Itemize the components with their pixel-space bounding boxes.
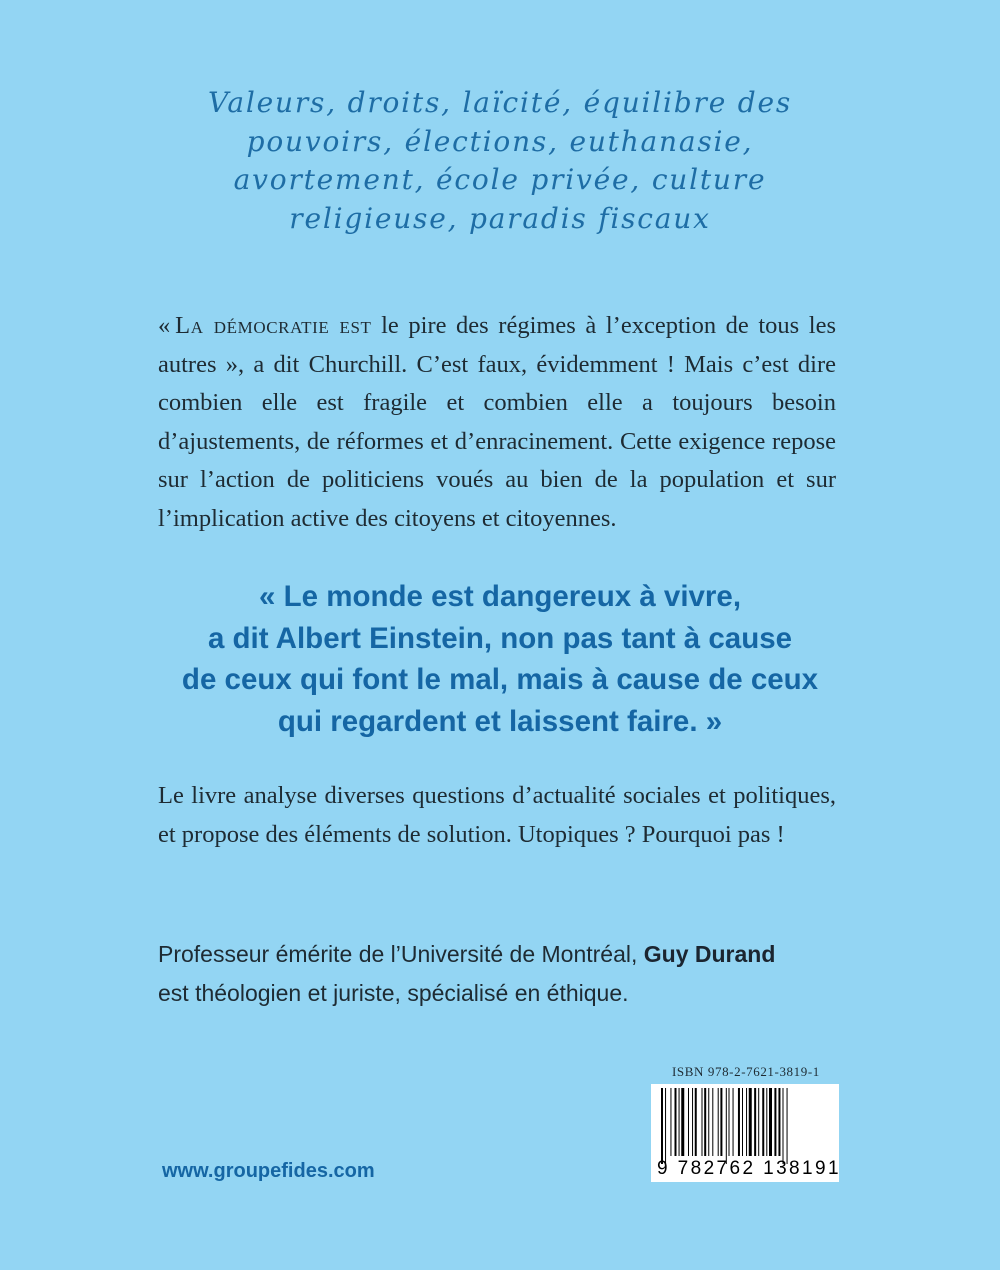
tagline <box>170 84 830 238</box>
barcode-bar <box>787 1088 788 1164</box>
barcode-bar <box>758 1088 759 1156</box>
barcode-bar <box>704 1088 706 1156</box>
barcode-bar <box>718 1088 719 1156</box>
barcode-bar <box>688 1088 689 1156</box>
barcode-bar <box>681 1088 684 1156</box>
bio-line-1 <box>158 935 848 974</box>
tagline-line: religieuse, paradis fiscaux <box>289 201 711 235</box>
barcode-bar <box>695 1088 697 1156</box>
pull-quote-line: qui regardent et laissent faire. » <box>277 704 723 738</box>
barcode-bar <box>720 1088 722 1156</box>
intro-paragraph <box>158 307 836 539</box>
pull-quote-line: a dit Albert Einstein, non pas tant à cause <box>207 621 793 655</box>
barcode-bar <box>665 1088 666 1164</box>
barcode-bar <box>679 1088 680 1156</box>
barcode-bar <box>783 1088 784 1164</box>
pull-quote <box>120 576 880 742</box>
barcode-bar <box>754 1088 756 1156</box>
barcode-digits: 9 782762 138191 <box>657 1158 841 1179</box>
tagline-line: pouvoirs, élections, euthanasie, <box>246 124 754 158</box>
intro-text: le pire des régimes à l’exception de tous les autres », a dit Churchill. C’est faux, évidemment ! Mais c’est dire combien elle est fragile et combien elle a toujours besoin d’ajustements, de réformes et d’enracinement. Cette exigence repose sur l’action de politiciens voués au bien de la population et sur l’implication active des citoyens et citoyennes. <box>158 312 836 532</box>
author-bio <box>158 935 848 1012</box>
pull-quote-line: « Le monde est dangereux à vivre, <box>258 580 742 613</box>
barcode-bar <box>702 1088 703 1156</box>
bio-line-2: est théologien et juriste, spécialisé en éthique. <box>158 979 629 1006</box>
barcode-bar <box>769 1088 772 1156</box>
barcode-bar <box>726 1088 727 1164</box>
intro-open-quote: « <box>158 312 171 339</box>
barcode-bar <box>742 1088 743 1156</box>
barcode-bar <box>708 1088 709 1156</box>
tagline-line: Valeurs, droits, laïcité, équilibre des <box>207 86 793 119</box>
barcode-bar <box>729 1088 730 1156</box>
barcode-bar <box>774 1088 776 1156</box>
barcode-bar <box>733 1088 734 1156</box>
barcode <box>651 1084 839 1182</box>
barcode-bar <box>778 1088 780 1156</box>
analysis-paragraph <box>158 777 836 854</box>
bio-prefix: Professeur émérite de l’Université de Montréal, <box>158 941 644 967</box>
barcode-bar <box>670 1088 671 1156</box>
barcode-bar <box>675 1088 677 1156</box>
pull-quote-line: de ceux qui font le mal, mais à cause de ceux <box>181 663 819 696</box>
barcode-bar <box>692 1088 693 1156</box>
barcode-bar <box>661 1088 663 1164</box>
barcode-bar <box>712 1088 713 1156</box>
intro-smallcaps-lead: La démocratie est <box>175 312 372 339</box>
barcode-bar <box>762 1088 764 1156</box>
barcode-bar <box>738 1088 740 1156</box>
barcode-bar <box>766 1088 767 1156</box>
tagline-line: avortement, école privée, culture <box>233 163 767 196</box>
author-name: Guy Durand <box>643 941 776 967</box>
publisher-website[interactable]: www.groupefides.com <box>162 1160 375 1182</box>
barcode-bar <box>746 1088 747 1156</box>
isbn-label: ISBN 978-2-7621-3819-1 <box>672 1064 820 1079</box>
barcode-bar <box>749 1088 752 1156</box>
analysis-text: Le livre analyse diverses questions d’actualité sociales et politiques, et propose des éléments de solution. Utopiques ? Pourquoi pas ! <box>158 782 836 848</box>
